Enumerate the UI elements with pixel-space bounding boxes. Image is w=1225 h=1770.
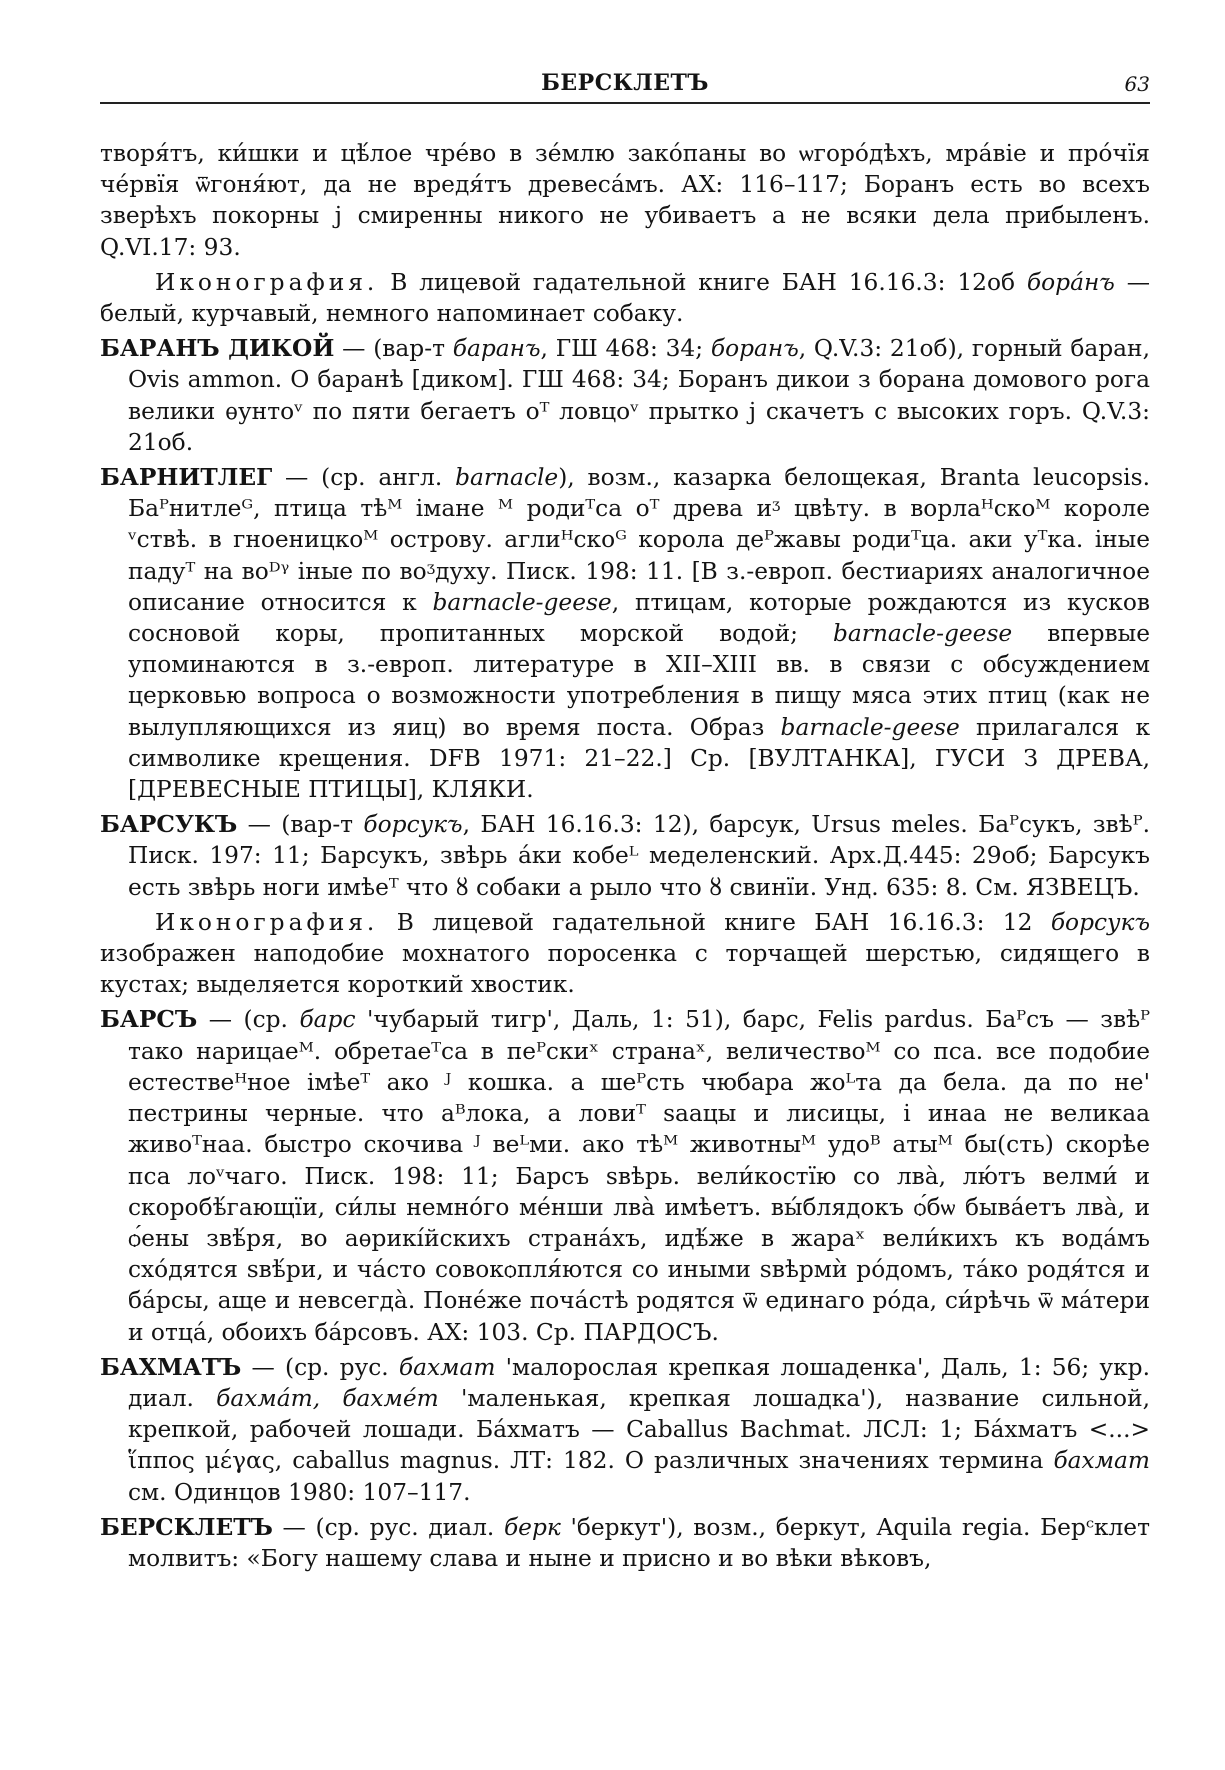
italic-term: barnacle-geese	[832, 620, 1013, 648]
italic-term: борсукъ	[1050, 908, 1150, 936]
text: — (ср.	[197, 1006, 300, 1034]
text: , Q.V.3: 21об), горный баран, Ovis ammon. О баранѣ [диком]. ГШ 468: 34; Боранъ дикои з борана домового рога велики ѳунтоᵛ по пяти бегаетъ оᵀ ловцоᵛ прытко ј скачетъ с высоких горъ. Q.V.3: 21об.	[128, 335, 1150, 456]
italic-term: барс	[299, 1006, 356, 1034]
italic-term: баранъ	[452, 335, 541, 363]
entry-bahmat	[100, 1352, 1150, 1508]
page-body	[100, 138, 1150, 1578]
italic-term: barnacle	[455, 464, 559, 492]
italic-term: берк	[503, 1513, 561, 1541]
italic-term: боранъ	[710, 335, 799, 363]
text: — (ср. англ.	[272, 464, 456, 492]
italic-term: борсукъ	[363, 811, 463, 839]
text: — (ср. рус. диал.	[272, 1513, 504, 1541]
text: 'маленькая, крепкая лошадка'), название сильной, крепкой, рабочей лошади. Ба́хматъ — Caballus Bachmat. ЛСЛ: 1; Ба́хматъ <...> ἵππος μέγας, caballus magnus. ЛТ: 182. О различных значениях термина	[128, 1384, 1151, 1475]
headword: БЕРСКЛЕТЪ	[100, 1513, 273, 1541]
text: впервые упоминаются в з.-европ. литературе в XII–XIII вв. в связи с обсуждением церковью вопроса о возможности употребления в пищу мяса этих птиц (как не вылупляющихся из яиц) во время поста. Образ	[128, 620, 1150, 741]
paragraph-iconography-baran	[100, 267, 1150, 329]
italic-term: barnacle-geese	[780, 713, 960, 741]
paragraph-iconography-barsuk	[100, 907, 1150, 1001]
text: 'беркут'), возм., беркут, Aquila regia. Берᶜклет молвитъ: «Богу нашему слава и ныне и присно и во вѣки вѣковъ,	[128, 1513, 1150, 1572]
text: ), возм., казарка белощекая, Branta leucopsis. Баᴾнитлеᴳ, птица тѣᴹ імане ᴹ родиᵀса оᵀ древа иᶾ цвѣту. в ворлаᴴскоᴹ короле ᵛствѣ. в гноеницкоᴹ острову. аглиᴴскоᴳ корола деᴾжавы родиᵀца. аки уᵀка. іные падуᵀ на воᴰᵞ іные по воᶾдуху. Писк. 198: 11. [В з.-европ. бестиариях аналогичное описание относится к	[128, 464, 1150, 616]
headword: БАХМАТЪ	[100, 1353, 242, 1381]
text: , БАН 16.16.3: 12), барсук, Ursus meles. Баᴾсукъ, звѣᴾ. Писк. 197: 11; Барсукъ, звѣрь а́ки кобеᴸ меделенский. Арх.Д.445: 29об; Барсукъ есть звѣрь ноги имѣеᵀ что ȣ собаки а рыло что ȣ свинїи. Унд. 635: 8. См. ЯЗВЕЦЪ.	[128, 811, 1150, 901]
paragraph-text: творя́тъ, ки́шки и цѣ́лое чре́во в зе́млю зако́паны во ѡгоро́дѣхъ, мра́віе и про́чїя че́рвїя ѿгоня́ют, да не вредя́тъ древеса́мъ. АХ: 116–117; Боранъ есть во всехъ зверѣхъ покорны ј смиренны никого не убиваетъ а не всяки дела прибыленъ. Q.VI.17: 93.	[100, 140, 1150, 261]
text: , ГШ 468: 34;	[540, 335, 711, 363]
text: — (ср. рус.	[241, 1353, 399, 1381]
headword: БАРСЪ	[100, 1006, 198, 1034]
italic-term: бахмат	[398, 1353, 496, 1381]
headword: БАРНИТЛЕГ	[100, 464, 273, 492]
headword: БАРСУКЪ	[100, 811, 238, 839]
running-head: БЕРСКЛЕТЪ	[541, 70, 709, 96]
iconography-lead: Иконография.	[155, 908, 379, 936]
text: В лицевой гадательной книге БАН 16.16.3: 12об	[378, 268, 1027, 296]
italic-term: бахма́т, бахме́т	[216, 1384, 439, 1412]
text: — (вар-т	[334, 335, 453, 363]
entry-bars	[100, 1004, 1150, 1347]
entry-barnitleg	[100, 462, 1150, 805]
text: В лицевой гадательной книге БАН 16.16.3: 12	[378, 908, 1051, 936]
iconography-lead: Иконография.	[155, 268, 379, 296]
text: 'малорослая крепкая лошаденка', Даль, 1: 56; укр. диал.	[128, 1353, 1150, 1412]
text: , птицам, которые рождаются из кусков сосновой коры, пропитанных морской водой;	[128, 588, 1150, 648]
italic-term: barnacle-geese	[432, 588, 612, 616]
italic-term: бора́нъ	[1026, 268, 1115, 296]
italic-term: бахмат	[1053, 1447, 1150, 1475]
text: изображен наподобие мохнатого поросенка с торчащей шерстью, сидящего в кустах; выделяется короткий хвостик.	[100, 940, 1150, 999]
text: — (вар-т	[237, 811, 364, 839]
text: 'чубарый тигр', Даль, 1: 51), барс, Felis pardus. Баᴾсъ — звѣᴾ тако нарицаеᴹ. обретаеᵀса в пеᴾскиˣ странаˣ, величествоᴹ со пса. все подобие естествеᴴное імѣеᵀ ако ᴶ кошка. а шеᴾсть чюбара жоᴸта да бела. да по не' пестрины черные. что аᴮлока, а ловиᵀ ѕаацы и лисицы, і инаа не великаа живоᵀнаа. быстро скочива ᴶ веᴸми. ако тѣᴹ животныᴹ удоᴮ атыᴹ бы(сть) скорѣе пса лоᵛчаго. Писк. 198: 11; Барсъ ѕвѣрь. вели́костїю со лва̀, лю́тъ велми́ и скоробѣ́гающїи, си́лы немно́го ме́нши лва̀ имѣетъ. вы́блядокъ ѻ́бѡ быва́етъ лва̀, и ѻ́ены звѣ́ря, во аѳрикі́йскихъ страна́хъ, идѣ́же в жараˣ вели́кихъ къ вода́мъ схо́дятся ѕвѣ́ри, и ча́сто совокѻпля́ются со иными ѕвѣрмѝ ро́домъ, та́ко родя́тся и ба́рсы, аще и невсегда̀. Поне́же поча́стѣ родятся ѿ единаго ро́да, си́рѣчь ѿ ма́тери и отца́, обоихъ ба́рсовъ. АХ: 103. Ср. ПАРДОСЪ.	[128, 1006, 1151, 1346]
entry-barsuk	[100, 809, 1150, 903]
entry-bersklet	[100, 1512, 1150, 1574]
headword: БАРАНЪ ДИКОЙ	[100, 335, 335, 363]
paragraph-continuation	[100, 138, 1150, 263]
text: прилагался к символике крещения. DFB 1971: 21–22.] Ср. [ВУЛТАНКА], ГУСИ З ДРЕВА, [ДРЕВЕСНЫЕ ПТИЦЫ], КЛЯКИ.	[128, 713, 1151, 804]
entry-baran-dikoy	[100, 333, 1150, 458]
page-number: 63	[1124, 72, 1150, 96]
text: см. Одинцов 1980: 107–117.	[128, 1478, 471, 1506]
page-header	[100, 66, 1150, 104]
text: — белый, курчавый, немного напоминает собаку.	[100, 268, 1150, 328]
